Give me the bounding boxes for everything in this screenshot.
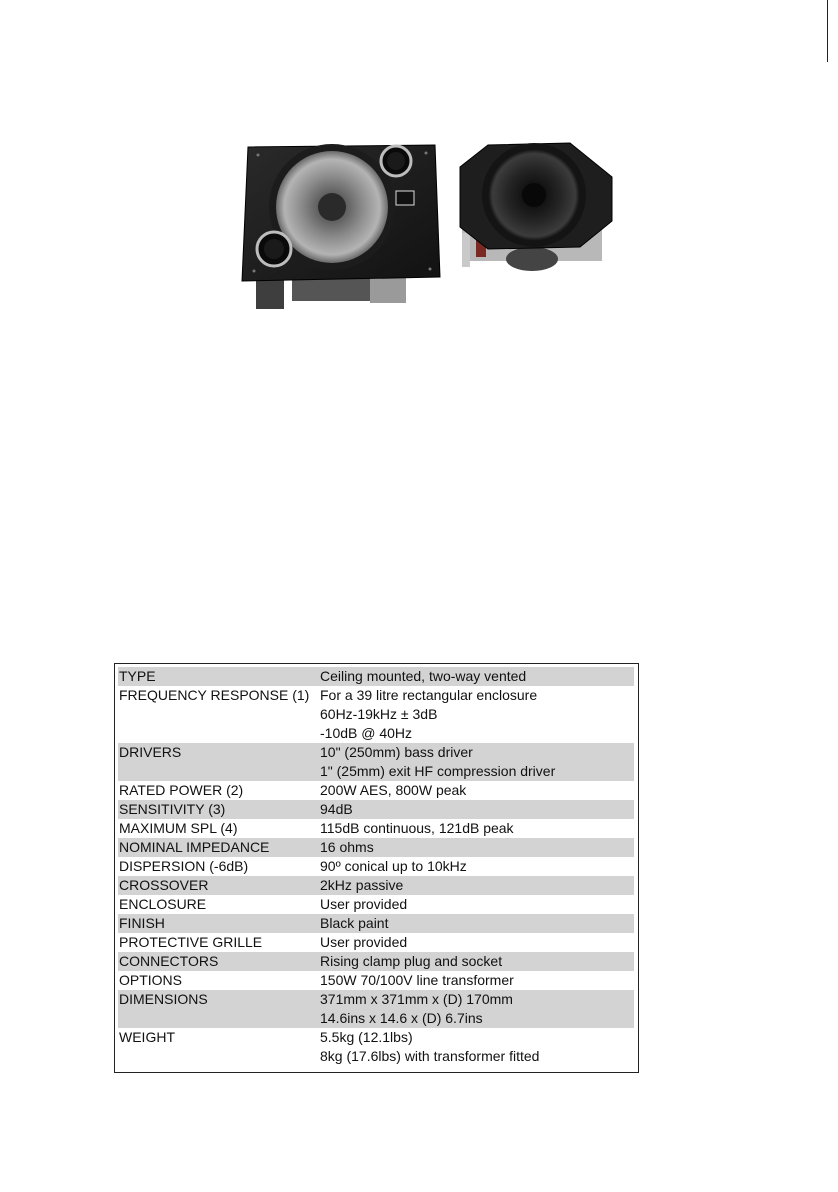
octagonal-speaker-graphic bbox=[460, 143, 612, 271]
spec-row-dispersion bbox=[118, 857, 634, 876]
spec-label: FINISH bbox=[119, 915, 165, 931]
spec-value: 94dB bbox=[320, 801, 353, 817]
spec-label: OPTIONS bbox=[119, 972, 183, 988]
spec-value: 200W AES, 800W peak bbox=[320, 782, 467, 798]
spec-value: -10dB @ 40Hz bbox=[320, 725, 413, 741]
spec-value: 10" (250mm) bass driver bbox=[320, 744, 473, 760]
spec-value: 115dB continuous, 121dB peak bbox=[320, 820, 514, 836]
spec-label: WEIGHT bbox=[119, 1029, 175, 1045]
spec-value: Black paint bbox=[320, 915, 389, 931]
spec-label: DIMENSIONS bbox=[119, 991, 208, 1007]
spec-value: 2kHz passive bbox=[320, 877, 404, 893]
spec-label: CROSSOVER bbox=[119, 877, 209, 893]
square-speaker-graphic bbox=[242, 144, 440, 309]
spec-table bbox=[114, 663, 639, 1073]
spec-value: 16 ohms bbox=[320, 839, 374, 855]
spec-value: 14.6ins x 14.6 x (D) 6.7ins bbox=[320, 1010, 483, 1026]
spec-row-sensitivity bbox=[118, 800, 634, 819]
spec-value: 5.5kg (12.1lbs) bbox=[320, 1029, 413, 1045]
spec-label: MAXIMUM SPL (4) bbox=[119, 820, 238, 836]
spec-row-connectors bbox=[118, 952, 634, 971]
spec-row-enclosure bbox=[118, 895, 634, 914]
spec-row-crossover bbox=[118, 876, 634, 895]
spec-label: CONNECTORS bbox=[119, 953, 219, 969]
spec-value: For a 39 litre rectangular enclosure bbox=[320, 687, 538, 703]
spec-label: SENSITIVITY (3) bbox=[119, 801, 226, 817]
spec-row-finish bbox=[118, 914, 634, 933]
spec-row-frequency-response bbox=[118, 686, 634, 743]
spec-value: User provided bbox=[320, 896, 408, 912]
spec-label: FREQUENCY RESPONSE (1) bbox=[119, 687, 310, 703]
spec-row-rated-power bbox=[118, 781, 634, 800]
spec-label: PROTECTIVE GRILLE bbox=[119, 934, 263, 950]
spec-value: 1" (25mm) exit HF compression driver bbox=[320, 763, 556, 779]
spec-label: TYPE bbox=[119, 668, 156, 684]
spec-value: 150W 70/100V line transformer bbox=[320, 972, 514, 988]
spec-row-maximum-spl bbox=[118, 819, 634, 838]
spec-value: Ceiling mounted, two-way vented bbox=[320, 668, 527, 684]
spec-row-options bbox=[118, 971, 634, 990]
spec-row-type bbox=[118, 667, 634, 686]
spec-value: 371mm x 371mm x (D) 170mm bbox=[320, 991, 513, 1007]
spec-value: 8kg (17.6lbs) with transformer fitted bbox=[320, 1048, 540, 1064]
spec-value: 90º conical up to 10kHz bbox=[320, 858, 467, 874]
page-edge-line bbox=[827, 0, 828, 62]
spec-label: ENCLOSURE bbox=[119, 896, 207, 912]
spec-value: User provided bbox=[320, 934, 408, 950]
spec-label: NOMINAL IMPEDANCE bbox=[119, 839, 270, 855]
spec-row-protective-grille bbox=[118, 933, 634, 952]
spec-value: Rising clamp plug and socket bbox=[320, 953, 503, 969]
spec-value: 60Hz-19kHz ± 3dB bbox=[320, 706, 438, 722]
spec-row-dimensions bbox=[118, 990, 634, 1028]
spec-label: DRIVERS bbox=[119, 744, 182, 760]
spec-row-nominal-impedance bbox=[118, 838, 634, 857]
spec-row-weight bbox=[118, 1028, 634, 1066]
spec-label: RATED POWER (2) bbox=[119, 782, 244, 798]
product-photo bbox=[230, 137, 626, 312]
spec-label: DISPERSION (-6dB) bbox=[119, 858, 249, 874]
spec-row-drivers bbox=[118, 743, 634, 781]
